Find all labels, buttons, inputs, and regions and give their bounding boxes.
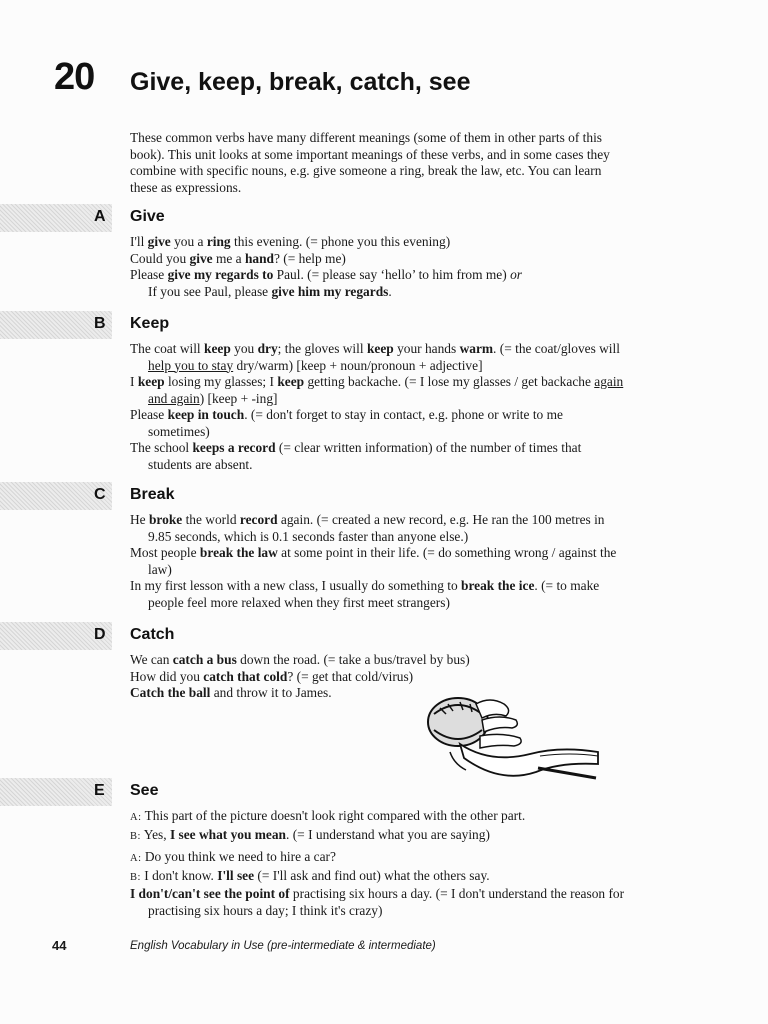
example-line: Please give my regards to Paul. (= please say ‘hello’ to him from me) or [130,267,522,282]
example-line: I keep losing my glasses; I keep getting backache. (= I lose my glasses / get backache again [130,374,624,389]
example-line: students are absent. [148,456,253,472]
example-line: Most people break the law at some point in their life. (= do something wrong / against the [130,545,617,560]
example-line: law) [148,561,172,577]
dialogue-line: A: This part of the picture doesn't look right compared with the other part. [130,808,526,823]
section-heading: See [130,782,159,799]
section-heading: Give [130,208,165,225]
example-line: We can catch a bus down the road. (= take a bus/travel by bus) [130,652,470,667]
hand-catching-ball-icon [420,692,605,784]
example-line: sometimes) [148,423,210,439]
example-line: people feel more relaxed when they first meet strangers) [148,594,450,610]
section-letter: A [94,208,106,225]
intro-line: combine with specific nouns, e.g. give someone a ring, break the law, etc. You can learn [130,163,602,178]
page-number: 44 [52,938,67,953]
dialogue-line: B: Yes, I see what you mean. (= I understand what you are saying) [130,826,490,842]
section-letter: E [94,782,105,799]
intro-line: these as expressions. [130,179,242,195]
example-line: He broke the world record again. (= created a new record, e.g. He ran the 100 metres in [130,512,605,527]
example-line: Catch the ball and throw it to James. [130,685,332,700]
intro-line: These common verbs have many different meanings (some of them in other parts of this [130,130,603,145]
example-line: The school keeps a record (= clear written information) of the number of times that [130,440,582,455]
intro-line: book). This unit looks at some important meanings of these verbs, and in some cases they [130,146,610,162]
section-heading: Break [130,486,175,503]
dialogue-line: B: I don't know. I'll see (= I'll ask and find out) what the others say. [130,867,490,883]
example-line: and again) [keep + -ing] [148,390,278,406]
example-line: How did you catch that cold? (= get that cold/virus) [130,668,414,684]
section-letter: D [94,626,106,643]
example-line: 9.85 seconds, which is 0.1 seconds faster than anyone else.) [148,528,469,544]
example-line: Please keep in touch. (= don't forget to stay in contact, e.g. phone or write to me [130,407,563,422]
book-title: English Vocabulary in Use (pre-intermediate & intermediate) [130,940,436,952]
example-line: The coat will keep you dry; the gloves will keep your hands warm. (= the coat/gloves will [130,341,620,356]
example-line: help you to stay dry/warm) [keep + noun/pronoun + adjective] [148,357,483,373]
unit-title: Give, keep, break, catch, see [130,68,471,96]
example-line: Could you give me a hand? (= help me) [130,250,346,266]
section-body [130,341,720,473]
example-line: I don't/can't see the point of practising six hours a day. (= I don't understand the reason for [130,886,625,901]
intro-paragraph [130,130,720,196]
section-heading: Keep [130,315,170,332]
section-letter: B [94,315,106,332]
example-line: In my first lesson with a new class, I usually do something to break the ice. (= to make [130,578,600,593]
dialogue-line: A: Do you think we need to hire a car? [130,849,336,864]
section-letter: C [94,486,106,503]
example-line: practising six hours a day; I think it's crazy) [148,902,383,918]
section-body [130,234,720,300]
example-line: I'll give you a ring this evening. (= phone you this evening) [130,234,451,249]
unit-number: 20 [54,56,95,98]
example-line: If you see Paul, please give him my regards. [148,283,392,299]
section-heading: Catch [130,626,175,643]
section-body [130,512,720,611]
section-body [130,808,720,919]
